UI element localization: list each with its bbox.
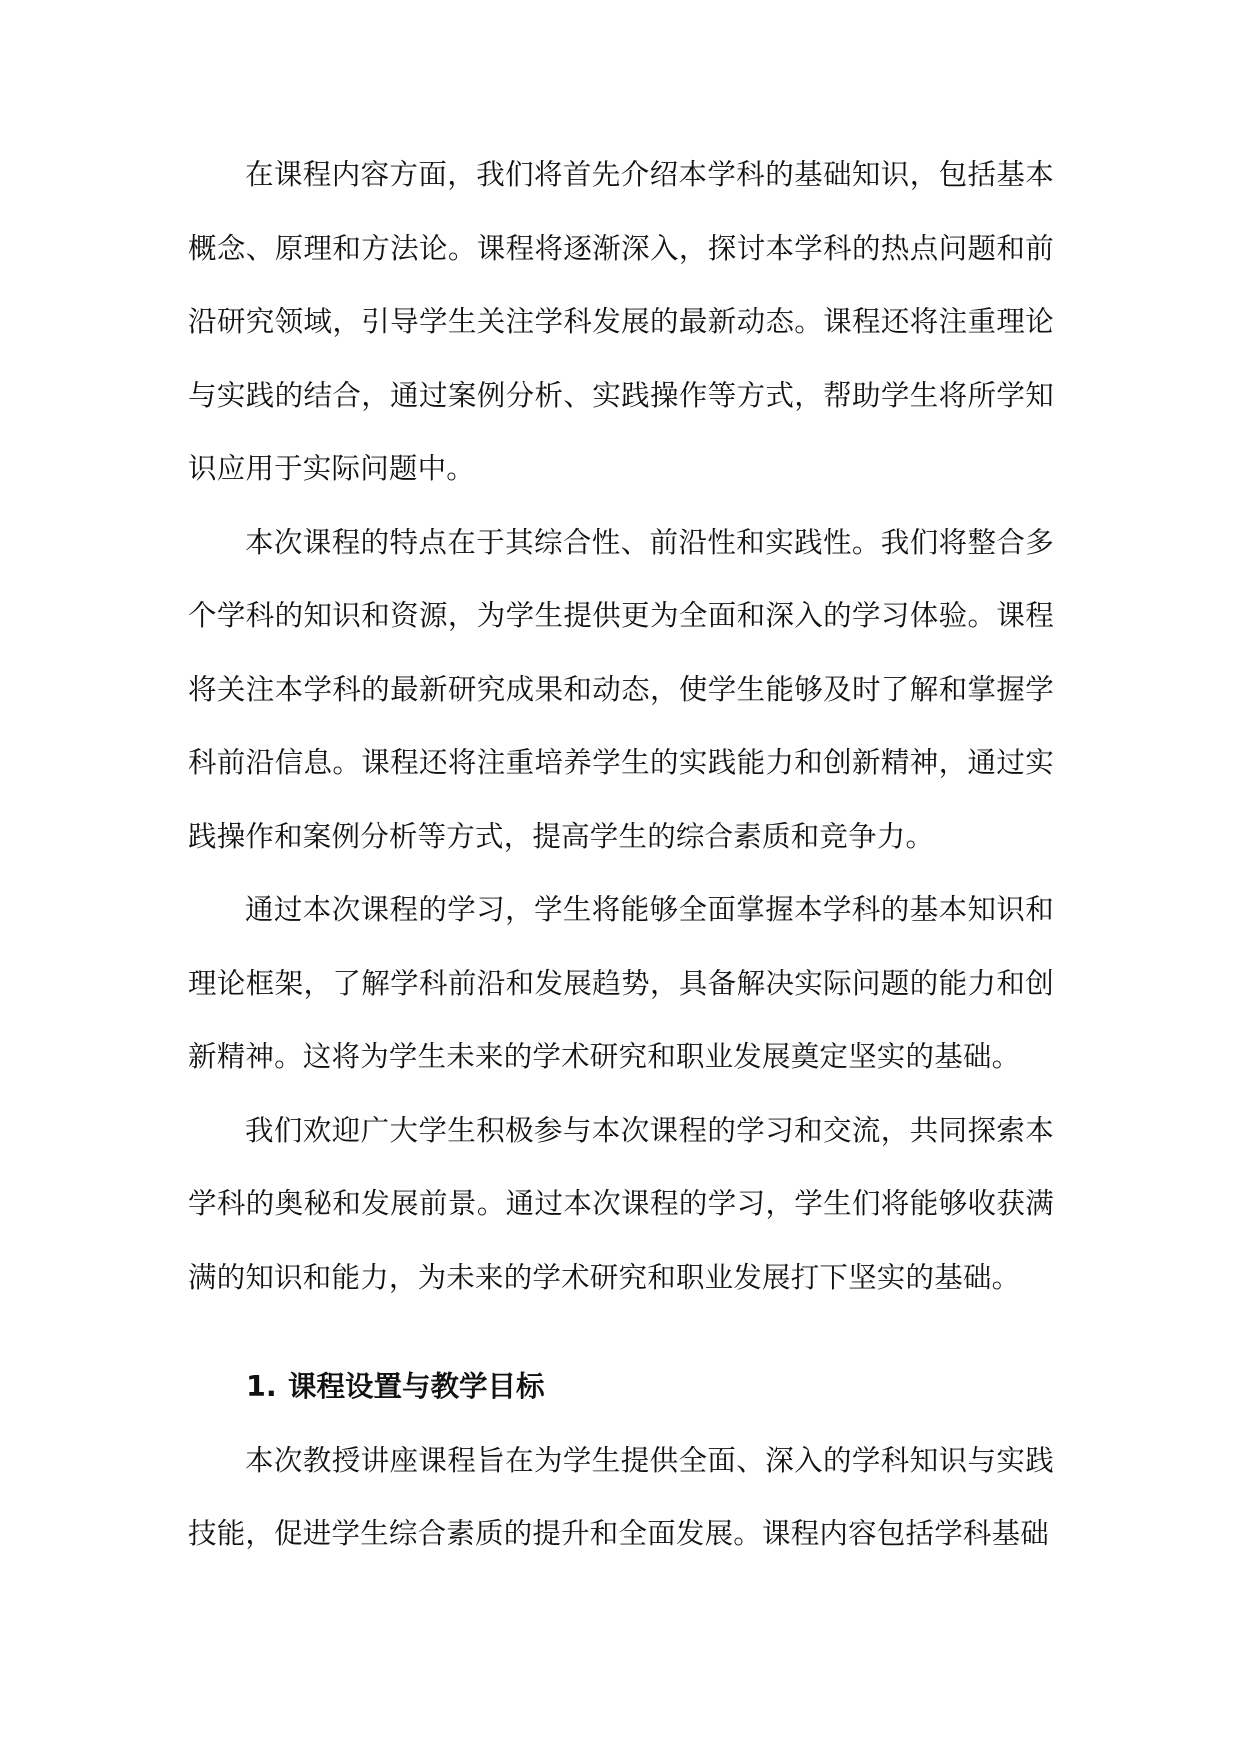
document-body [188, 138, 1054, 1571]
paragraph-learning-outcomes: 通过本次课程的学习，学生将能够全面掌握本学科的基本知识和理论框架，了解学科前沿和发展趋势，具备解决实际问题的能力和创新精神。这将为学生未来的学术研究和职业发展奠定坚实的基础。 [188, 893, 1054, 1073]
paragraph-course-content: 在课程内容方面，我们将首先介绍本学科的基础知识，包括基本概念、原理和方法论。课程将逐渐深入，探讨本学科的热点问题和前沿研究领域，引导学生关注学科发展的最新动态。课程还将注重理论与实践的结合，通过案例分析、实践操作等方式，帮助学生将所学知识应用于实际问题中。 [188, 158, 1054, 485]
section-title: 课程设置与教学目标 [288, 1370, 545, 1403]
section-number: 1. [246, 1370, 277, 1403]
section-heading [188, 1350, 1054, 1424]
paragraph-welcome: 我们欢迎广大学生积极参与本次课程的学习和交流，共同探索本学科的奥秘和发展前景。通过本次课程的学习，学生们将能够收获满满的知识和能力，为未来的学术研究和职业发展打下坚实的基础。 [188, 1113, 1054, 1294]
paragraph-section-intro: 本次教授讲座课程旨在为学生提供全面、深入的学科知识与实践技能，促进学生综合素质的提升和全面发展。课程内容包括学科基础 [188, 1443, 1054, 1550]
paragraph-course-features: 本次课程的特点在于其综合性、前沿性和实践性。我们将整合多个学科的知识和资源，为学生提供更为全面和深入的学习体验。课程将关注本学科的最新研究成果和动态，使学生能够及时了解和掌握学科前沿信息。课程还将注重培养学生的实践能力和创新精神，通过实践操作和案例分析等方式，提高学生的综合素质和竞争力。 [188, 525, 1054, 853]
